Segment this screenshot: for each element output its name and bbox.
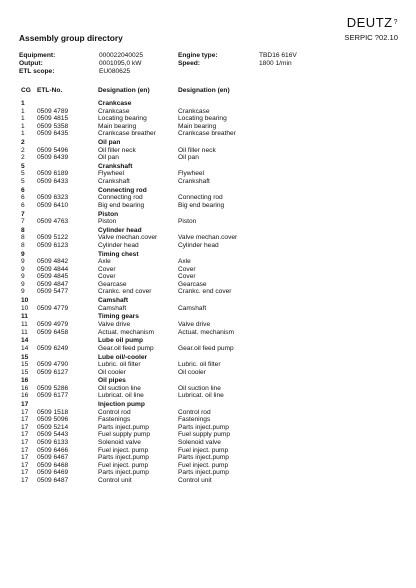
table-header	[19, 87, 399, 99]
group-cg: 2	[21, 139, 25, 147]
cell-designation-2: Gear.oil feed pump	[178, 344, 234, 352]
table-row	[19, 454, 399, 462]
group-name: Injection pump	[98, 401, 145, 409]
cell-etl-no: 0509 4763	[37, 218, 69, 226]
cell-designation-1: Crankcase	[98, 107, 130, 115]
cell-designation-2: Fastenings	[178, 416, 211, 424]
table-row	[19, 154, 399, 162]
table-row	[19, 439, 399, 447]
cell-designation-2: Lubric. oil filter	[178, 361, 221, 369]
cell-etl-no: 0509 6189	[37, 170, 69, 178]
cell-cg: 6	[21, 201, 25, 209]
cell-designation-2: Actuat. mechanism	[178, 328, 235, 336]
group-row	[19, 139, 399, 147]
meta-value: EU080625	[99, 68, 131, 76]
group-row	[19, 337, 399, 345]
cell-designation-1: Fuel inject. pump	[98, 461, 149, 469]
group-row	[19, 251, 399, 259]
cell-cg: 9	[21, 258, 25, 266]
group-name: Cylinder head	[98, 226, 142, 234]
cell-etl-no: 0509 4779	[37, 304, 69, 312]
cell-cg: 8	[21, 234, 25, 242]
cell-etl-no: 0509 6439	[37, 154, 69, 162]
cell-designation-2: Solenoid valve	[178, 438, 221, 446]
cell-etl-no: 0509 6249	[37, 344, 69, 352]
header-etl-no: ETL-No.	[37, 87, 63, 94]
meta-row	[19, 60, 399, 68]
header-designation-2: Designation (en)	[178, 87, 230, 94]
table-row	[19, 361, 399, 369]
cell-designation-2: Oil filler neck	[178, 146, 216, 154]
brand-logo	[347, 16, 398, 29]
group-name: Oil pipes	[98, 377, 126, 385]
cell-etl-no: 0509 5358	[37, 122, 69, 130]
table-row	[19, 115, 399, 123]
cell-designation-1: Piston	[98, 218, 117, 226]
cell-designation-2: Control unit	[178, 476, 212, 484]
meta-value-2: TBD16 616V	[259, 52, 297, 59]
cell-etl-no: 0509 6410	[37, 201, 69, 209]
cell-designation-2: Crankcase breather	[178, 130, 236, 138]
cell-designation-2: Cover	[178, 273, 196, 281]
cell-designation-1: Camshaft	[98, 304, 127, 312]
cell-etl-no: 0509 6467	[37, 454, 69, 462]
cell-etl-no: 0509 4847	[37, 280, 69, 288]
group-cg: 11	[21, 313, 28, 321]
cell-cg: 17	[21, 431, 29, 439]
cell-designation-1: Lubricat. oil line	[98, 392, 144, 400]
meta-label-2: Engine type:	[178, 52, 218, 59]
table-row	[19, 392, 399, 400]
cell-etl-no: 0509 5443	[37, 431, 69, 439]
table-row	[19, 431, 399, 439]
cell-designation-2: Oil pan	[178, 154, 199, 162]
group-cg: 1	[21, 100, 25, 108]
table-row	[19, 170, 399, 178]
cell-cg: 17	[21, 446, 29, 454]
cell-etl-no: 0509 6323	[37, 194, 69, 202]
cell-designation-1: Cover	[98, 273, 116, 281]
table-row	[19, 194, 399, 202]
cell-cg: 8	[21, 241, 25, 249]
cell-designation-1: Oil suction line	[98, 384, 141, 392]
cell-designation-1: Main bearing	[98, 122, 137, 130]
cell-cg: 1	[21, 130, 25, 138]
cell-designation-2: Crankshaft	[178, 178, 210, 186]
cell-designation-1: Parts inject.pump	[98, 454, 149, 462]
cell-designation-2: Main bearing	[178, 122, 217, 130]
cell-designation-2: Crankc. end cover	[178, 288, 232, 296]
cell-cg: 9	[21, 265, 25, 273]
cell-etl-no: 0509 4815	[37, 115, 69, 123]
group-row	[19, 297, 399, 305]
cell-cg: 11	[21, 321, 28, 328]
meta-label-2: Speed:	[178, 60, 200, 68]
cell-etl-no: 0509 6466	[37, 446, 69, 454]
cell-cg: 10	[21, 304, 29, 312]
cell-designation-1: Valve mechan.cover	[98, 234, 158, 242]
meta-label: ETL scope:	[19, 68, 55, 76]
cell-cg: 15	[21, 361, 29, 369]
table-row	[19, 234, 399, 242]
group-row	[19, 100, 399, 108]
group-cg: 14	[21, 337, 29, 345]
group-name: Camshaft	[98, 297, 129, 305]
table-row	[19, 266, 399, 274]
cell-cg: 5	[21, 170, 25, 178]
group-name: Crankshaft	[98, 162, 133, 170]
cell-designation-1: Crankc. end cover	[98, 288, 152, 296]
cell-etl-no: 0509 6123	[37, 241, 69, 249]
cell-designation-1: Fuel supply pump	[98, 431, 151, 439]
table-row	[19, 218, 399, 226]
cell-designation-1: Control unit	[98, 476, 132, 484]
meta-value: 000022040025	[99, 52, 144, 59]
cell-designation-2: Flywheel	[178, 170, 205, 178]
cell-cg: 6	[21, 194, 25, 202]
cell-etl-no: 0509 4842	[37, 258, 69, 266]
cell-cg: 2	[21, 154, 25, 162]
cell-designation-1: Locating bearing	[98, 115, 147, 123]
table-row	[19, 385, 399, 393]
cell-designation-1: Crankcase breather	[98, 130, 156, 138]
cell-etl-no: 0509 5214	[37, 423, 69, 431]
meta-value-2: 1800 1/min	[259, 60, 292, 68]
cell-designation-2: Piston	[178, 218, 197, 226]
group-cg: 6	[21, 186, 25, 194]
cell-designation-1: Cover	[98, 265, 116, 273]
cell-etl-no: 0509 6435	[37, 130, 69, 138]
cell-etl-no: 0509 6469	[37, 469, 69, 477]
cell-etl-no: 0509 5477	[37, 288, 69, 296]
meta-value: 0001095,0 kW	[99, 60, 142, 68]
cell-designation-2: Fuel inject. pump	[178, 446, 229, 454]
table-row	[19, 242, 399, 250]
cell-designation-2: Crankcase	[178, 107, 210, 115]
cell-designation-1: Fastenings	[98, 416, 131, 424]
cell-designation-1: Big end bearing	[98, 201, 145, 209]
table-row	[19, 147, 399, 155]
cell-cg: 17	[21, 469, 29, 477]
table-row	[19, 477, 399, 485]
table-row	[19, 305, 399, 313]
table-row	[19, 281, 399, 289]
group-cg: 17	[21, 401, 29, 409]
table-row	[19, 462, 399, 470]
cell-designation-1: Fuel inject. pump	[98, 446, 149, 454]
cell-designation-2: Parts inject.pump	[178, 423, 229, 431]
cell-cg: 7	[21, 218, 25, 226]
group-row	[19, 313, 399, 321]
cell-designation-2: Control rod	[178, 408, 211, 416]
cell-cg: 1	[21, 115, 25, 123]
cell-cg: 9	[21, 280, 25, 288]
cell-designation-2: Cover	[178, 265, 196, 273]
header-cg: CG	[21, 87, 31, 94]
cell-designation-1: Gear.oil feed pump	[98, 344, 154, 352]
group-row	[19, 354, 399, 362]
cell-designation-1: Control rod	[98, 408, 131, 416]
cell-cg: 14	[21, 344, 29, 352]
cell-designation-1: Actuat. mechanism	[98, 328, 155, 336]
table-row	[19, 469, 399, 477]
group-name: Piston	[98, 210, 119, 218]
table-row	[19, 258, 399, 266]
table-row	[19, 329, 399, 337]
meta-block	[19, 52, 399, 77]
cell-etl-no: 0509 6487	[37, 476, 69, 484]
cell-cg: 17	[21, 476, 29, 484]
table-row	[19, 369, 399, 377]
table-row	[19, 202, 399, 210]
cell-etl-no: 0509 4844	[37, 265, 69, 273]
cell-designation-2: Fuel inject. pump	[178, 461, 229, 469]
table-row	[19, 123, 399, 131]
brand-superscript: ?	[393, 19, 398, 26]
meta-label: Output:	[19, 60, 43, 68]
cell-designation-2: Big end bearing	[178, 201, 225, 209]
cell-etl-no: 0509 4845	[37, 273, 69, 281]
cell-designation-2: Valve drive	[178, 321, 211, 328]
cell-designation-2: Gearcase	[178, 280, 207, 288]
cell-designation-2: Lubricat. oil line	[178, 392, 224, 400]
table-row	[19, 321, 399, 329]
group-name: Oil pan	[98, 139, 121, 147]
cell-cg: 17	[21, 416, 29, 424]
cell-cg: 2	[21, 146, 25, 154]
cell-cg: 17	[21, 454, 29, 462]
cell-designation-2: Oil cooler	[178, 368, 206, 376]
table-row	[19, 409, 399, 417]
cell-cg: 15	[21, 368, 29, 376]
cell-etl-no: 0509 4789	[37, 107, 69, 115]
group-row	[19, 187, 399, 195]
cell-designation-2: Oil suction line	[178, 384, 221, 392]
cell-designation-1: Cylinder head	[98, 241, 139, 249]
group-name: Lube oil pump	[98, 337, 144, 345]
cell-etl-no: 0509 6433	[37, 178, 69, 186]
cell-designation-2: Axle	[178, 258, 191, 266]
table-row	[19, 273, 399, 281]
cell-designation-1: Solenoid valve	[98, 438, 141, 446]
group-name: Connecting rod	[98, 186, 147, 194]
cell-etl-no: 0509 5286	[37, 384, 69, 392]
cell-etl-no: 0509 6133	[37, 438, 69, 446]
cell-designation-1: Oil filler neck	[98, 146, 136, 154]
cell-cg: 17	[21, 461, 29, 469]
cell-designation-1: Crankshaft	[98, 178, 130, 186]
cell-etl-no: 0509 5496	[37, 146, 69, 154]
cell-cg: 9	[21, 288, 25, 296]
meta-row	[19, 52, 399, 60]
cell-cg: 5	[21, 178, 25, 186]
cell-etl-no: 0509 6458	[37, 328, 69, 336]
cell-designation-1: Connecting rod	[98, 194, 143, 202]
group-cg: 9	[21, 250, 25, 258]
cell-designation-1: Lubric. oil filter	[98, 361, 141, 369]
table-row	[19, 345, 399, 353]
group-row	[19, 163, 399, 171]
group-cg: 10	[21, 297, 29, 305]
serpic-code: SERPIC ?02.10	[344, 33, 398, 42]
cell-etl-no: 0509 6127	[37, 368, 69, 376]
cell-etl-no: 0509 6468	[37, 461, 69, 469]
group-cg: 15	[21, 353, 29, 361]
group-name: Lube oil/-cooler	[98, 353, 148, 361]
cell-designation-1: Axle	[98, 258, 111, 266]
cell-cg: 17	[21, 408, 29, 416]
table-row	[19, 130, 399, 138]
cell-designation-2: Parts inject.pump	[178, 454, 229, 462]
group-row	[19, 377, 399, 385]
cell-designation-1: Gearcase	[98, 280, 127, 288]
cell-cg: 17	[21, 423, 29, 431]
assembly-table	[19, 87, 399, 484]
cell-designation-1: Parts inject.pump	[98, 423, 149, 431]
cell-designation-1: Oil pan	[98, 154, 119, 162]
group-row	[19, 227, 399, 235]
group-name: Timing gears	[98, 313, 139, 321]
table-row	[19, 178, 399, 186]
table-row	[19, 424, 399, 432]
cell-etl-no: 0509 1518	[37, 408, 69, 416]
cell-designation-2: Connecting rod	[178, 194, 223, 202]
cell-cg: 1	[21, 107, 25, 115]
cell-etl-no: 0509 4790	[37, 361, 69, 369]
group-cg: 5	[21, 162, 25, 170]
cell-designation-2: Locating bearing	[178, 115, 227, 123]
group-row	[19, 401, 399, 409]
cell-designation-2: Camshaft	[178, 304, 207, 312]
group-cg: 16	[21, 377, 29, 385]
brand-name: DEUTZ	[346, 15, 393, 30]
page-title: Assembly group directory	[19, 33, 123, 43]
cell-designation-2: Parts inject.pump	[178, 469, 229, 477]
table-row	[19, 416, 399, 424]
table-row	[19, 288, 399, 296]
cell-etl-no: 0509 5122	[37, 234, 69, 242]
cell-designation-2: Fuel supply pump	[178, 431, 231, 439]
cell-etl-no: 0509 5096	[37, 416, 69, 424]
cell-designation-2: Valve mechan.cover	[178, 234, 238, 242]
meta-label: Equipment:	[19, 52, 56, 59]
cell-designation-1: Oil cooler	[98, 368, 126, 376]
cell-cg: 16	[21, 384, 29, 392]
cell-designation-2: Cylinder head	[178, 241, 219, 249]
group-row	[19, 211, 399, 219]
cell-designation-1: Flywheel	[98, 170, 125, 178]
header-designation-1: Designation (en)	[98, 87, 150, 94]
cell-etl-no: 0509 6177	[37, 392, 69, 400]
group-name: Crankcase	[98, 100, 132, 108]
table-row	[19, 108, 399, 116]
cell-cg: 11	[21, 328, 28, 336]
cell-cg: 17	[21, 438, 29, 446]
cell-cg: 1	[21, 122, 25, 130]
cell-cg: 9	[21, 273, 25, 281]
cell-etl-no: 0509 4979	[37, 321, 69, 328]
cell-designation-1: Valve drive	[98, 321, 131, 328]
meta-row	[19, 68, 399, 76]
group-cg: 8	[21, 226, 25, 234]
group-name: Timing chest	[98, 250, 139, 258]
group-cg: 7	[21, 210, 25, 218]
cell-designation-1: Parts inject.pump	[98, 469, 149, 477]
table-row	[19, 447, 399, 455]
cell-cg: 16	[21, 392, 29, 400]
